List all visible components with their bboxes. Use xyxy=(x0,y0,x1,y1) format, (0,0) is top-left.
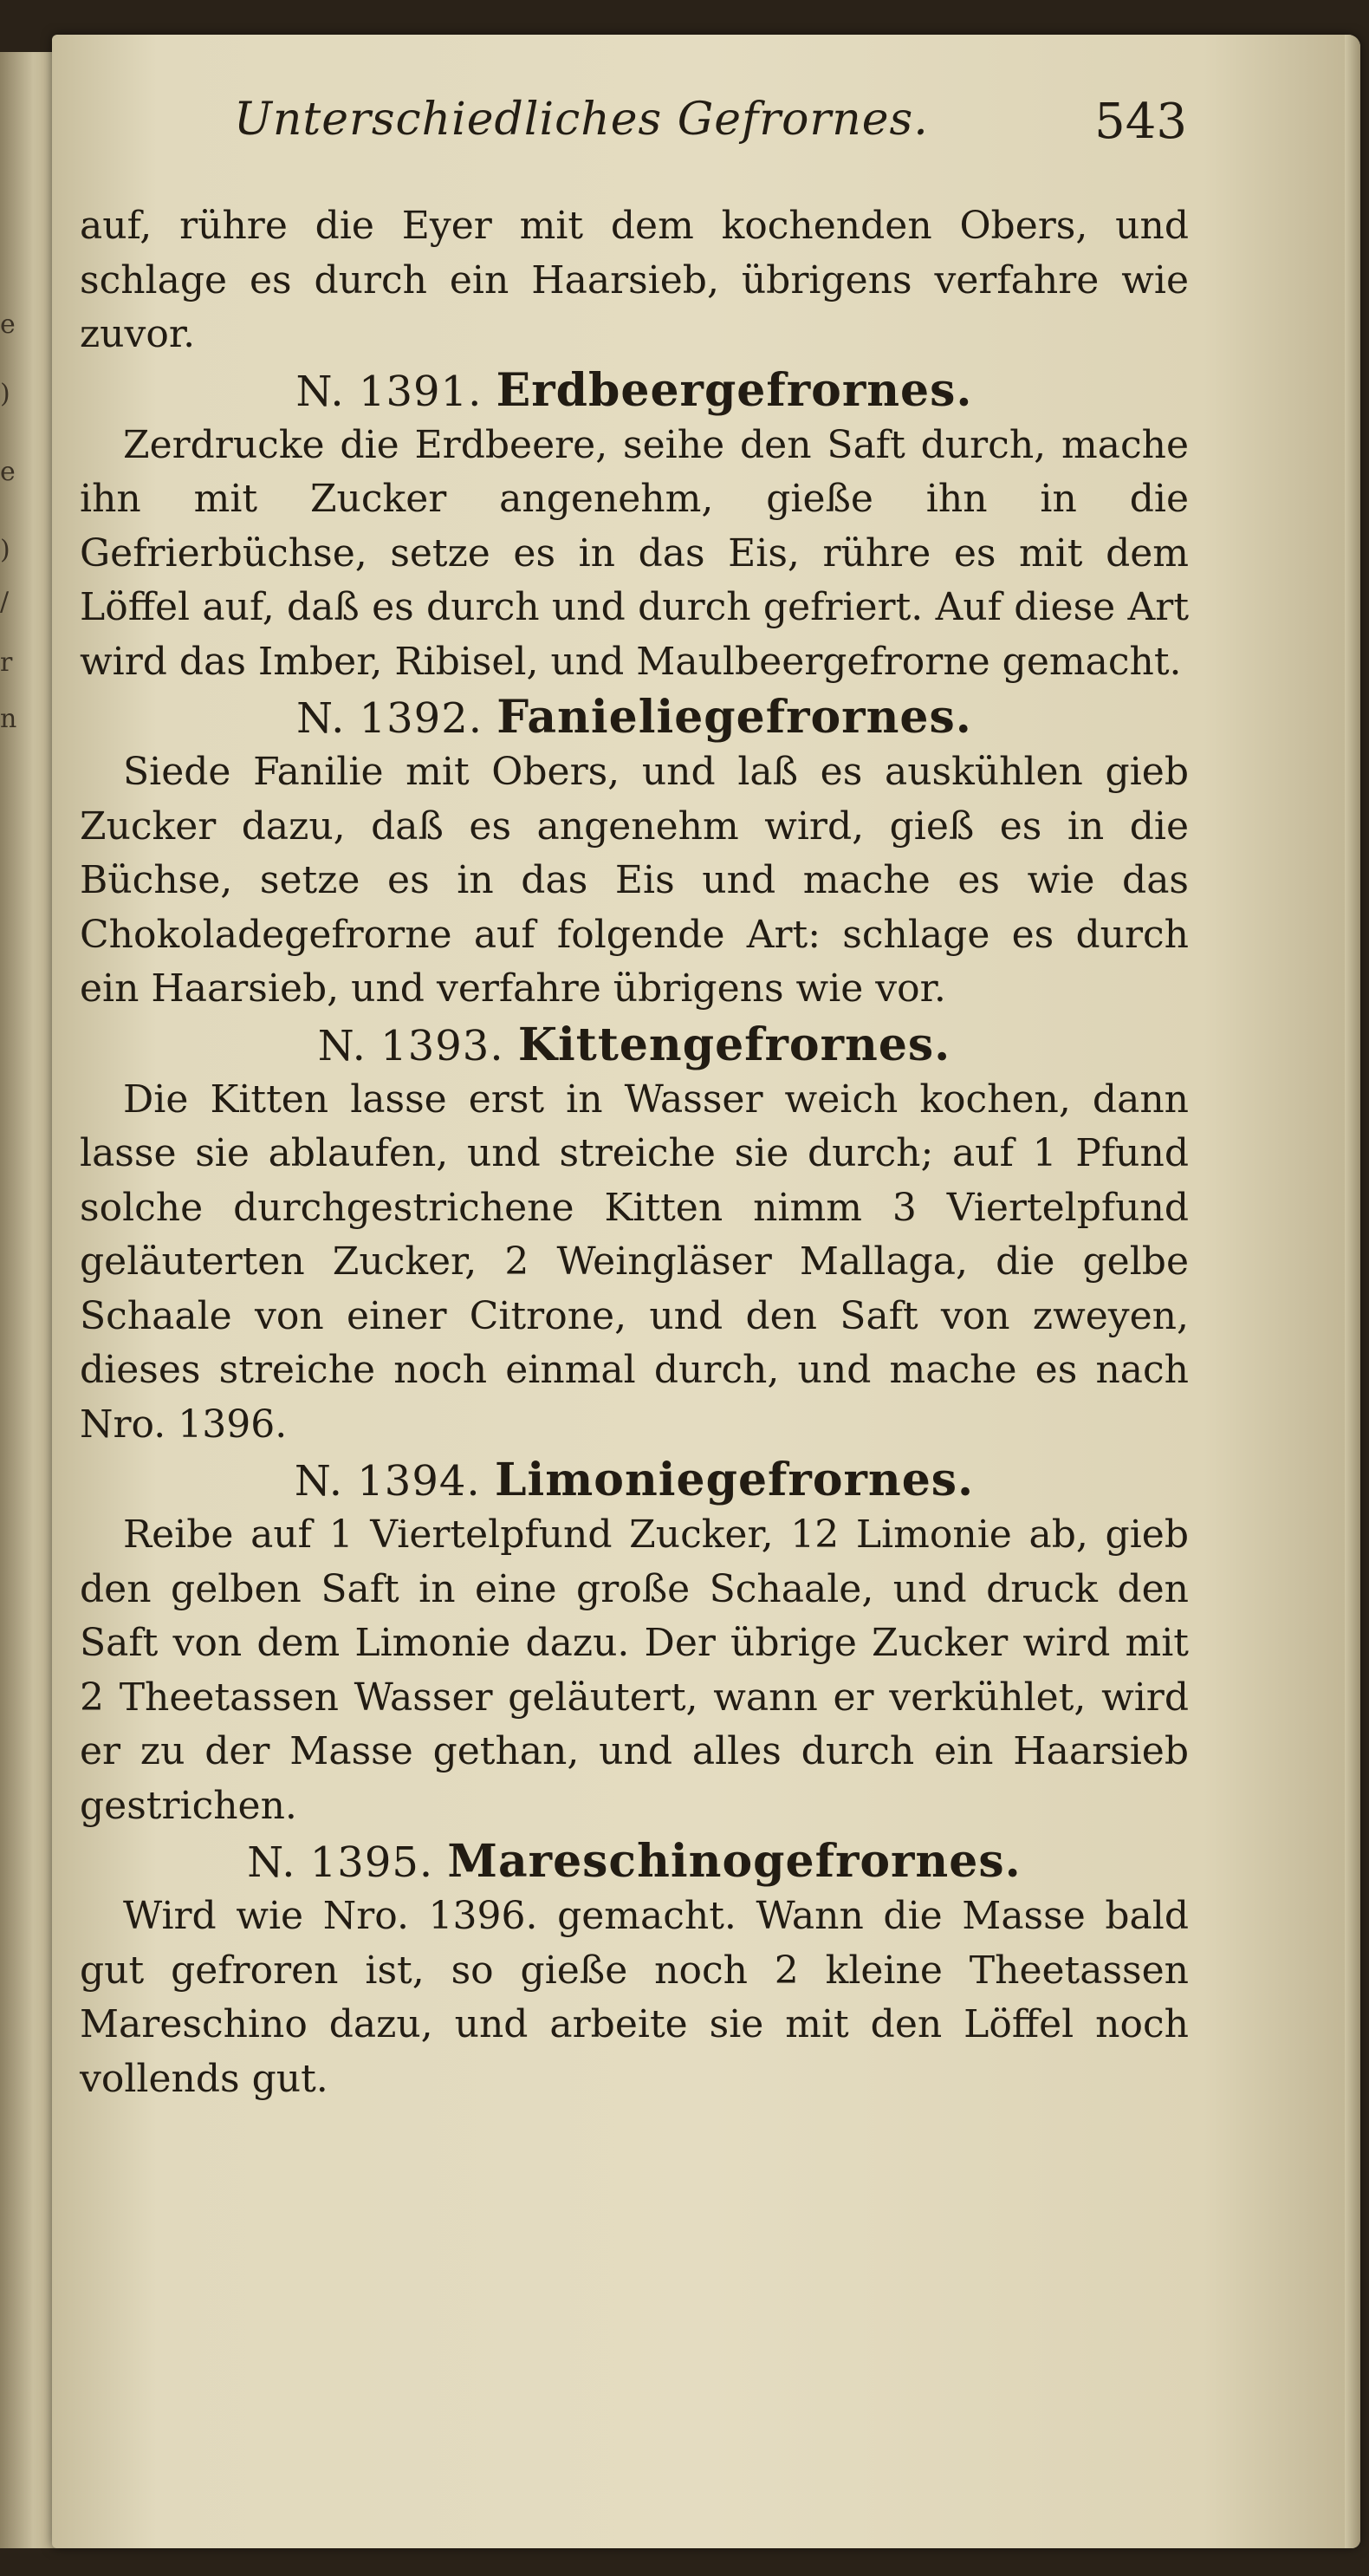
left-page-fragment: ) xyxy=(0,379,10,409)
intro-paragraph: auf, rühre die Eyer mit dem kochenden Obers, und schlage es durch ein Haarsieb, übrigens verfahre wie zuvor. xyxy=(80,204,1189,356)
recipe-title: Erdbeergefrornes. xyxy=(496,363,973,417)
page-header xyxy=(234,94,1187,172)
recipe-heading xyxy=(80,1454,1189,1508)
recipe-text: Wird wie Nro. 1396. gemacht. Wann die Masse bald gut gefroren ist, so gieße noch 2 kleine Theetassen Mareschino dazu, und arbeite sie mit den Löffel noch vollends gut. xyxy=(80,1894,1189,2101)
recipe-number: N. 1393. xyxy=(317,1021,504,1070)
recipe-heading xyxy=(80,1018,1189,1073)
recipe-text: Die Kitten lasse erst in Wasser weich kochen, dann lasse sie ablaufen, und streiche sie durch; auf 1 Pfund solche durchgestrichene Kitten nimm 3 Viertelpfund geläuterten Zucker, 2 Weingläser Mallaga, die gelbe Schaale von einer Citrone, und den Saft von zweyen, dieses streiche noch einmal durch, und mache es nach Nro. 1396. xyxy=(80,1077,1189,1447)
left-page-fragment: n xyxy=(0,704,17,734)
recipe-text: Zerdrucke die Erdbeere, seihe den Saft durch, mache ihn mit Zucker angenehm, gieße ihn in die Gefrierbüchse, setze es in das Eis, rühre es mit dem Löffel auf, daß es durch und durch gefriert. Auf diese Art wird das Imber, Ribisel, und Maulbeergefrorne gemacht. xyxy=(80,422,1189,684)
recipe-number: N. 1395. xyxy=(247,1838,434,1887)
recipe-text: Reibe auf 1 Viertelpfund Zucker, 12 Limonie ab, gieb den gelben Saft in eine große Schaale, und druck den Saft von dem Limonie dazu. Der übrige Zucker wird mit 2 Theetassen Wasser geläutert, wann er verkühlet, wird er zu der Masse gethan, und alles durch ein Haarsieb gestrichen. xyxy=(80,1512,1189,1828)
left-page-fragment: / xyxy=(0,587,10,617)
recipe-number: N. 1392. xyxy=(296,694,483,743)
running-head: Unterschiedliches Gefrornes. xyxy=(234,94,929,146)
recipe-number: N. 1391. xyxy=(295,367,483,416)
page-content xyxy=(80,199,1189,2106)
page-edge xyxy=(1345,35,1360,2548)
recipe-heading xyxy=(80,364,1189,419)
recipe-title: Kittengefrornes. xyxy=(517,1018,951,1071)
recipe-number: N. 1394. xyxy=(294,1457,481,1506)
left-page-fragment: e xyxy=(0,457,16,487)
recipe-title: Limoniegefrornes. xyxy=(494,1454,975,1506)
left-page-fragment: ) xyxy=(0,535,10,565)
recipe-title: Mareschinogefrornes. xyxy=(447,1835,1022,1888)
recipe-text: Siede Fanilie mit Obers, und laß es auskühlen gieb Zucker dazu, daß es angenehm wird, gieß es in die Büchse, setze es in das Eis und mache es wie das Chokoladegefrorne auf folgende Art: schlage es durch ein Haarsieb, und verfahre übrigens wie vor. xyxy=(80,750,1189,1011)
left-page-fragment: e xyxy=(0,309,16,340)
page-number: 543 xyxy=(1094,94,1187,150)
left-page-fragment: r xyxy=(0,647,13,678)
recipe-heading xyxy=(80,691,1189,745)
recipe-title: Fanieliegefrornes. xyxy=(496,691,972,744)
recipe-heading xyxy=(80,1835,1189,1890)
